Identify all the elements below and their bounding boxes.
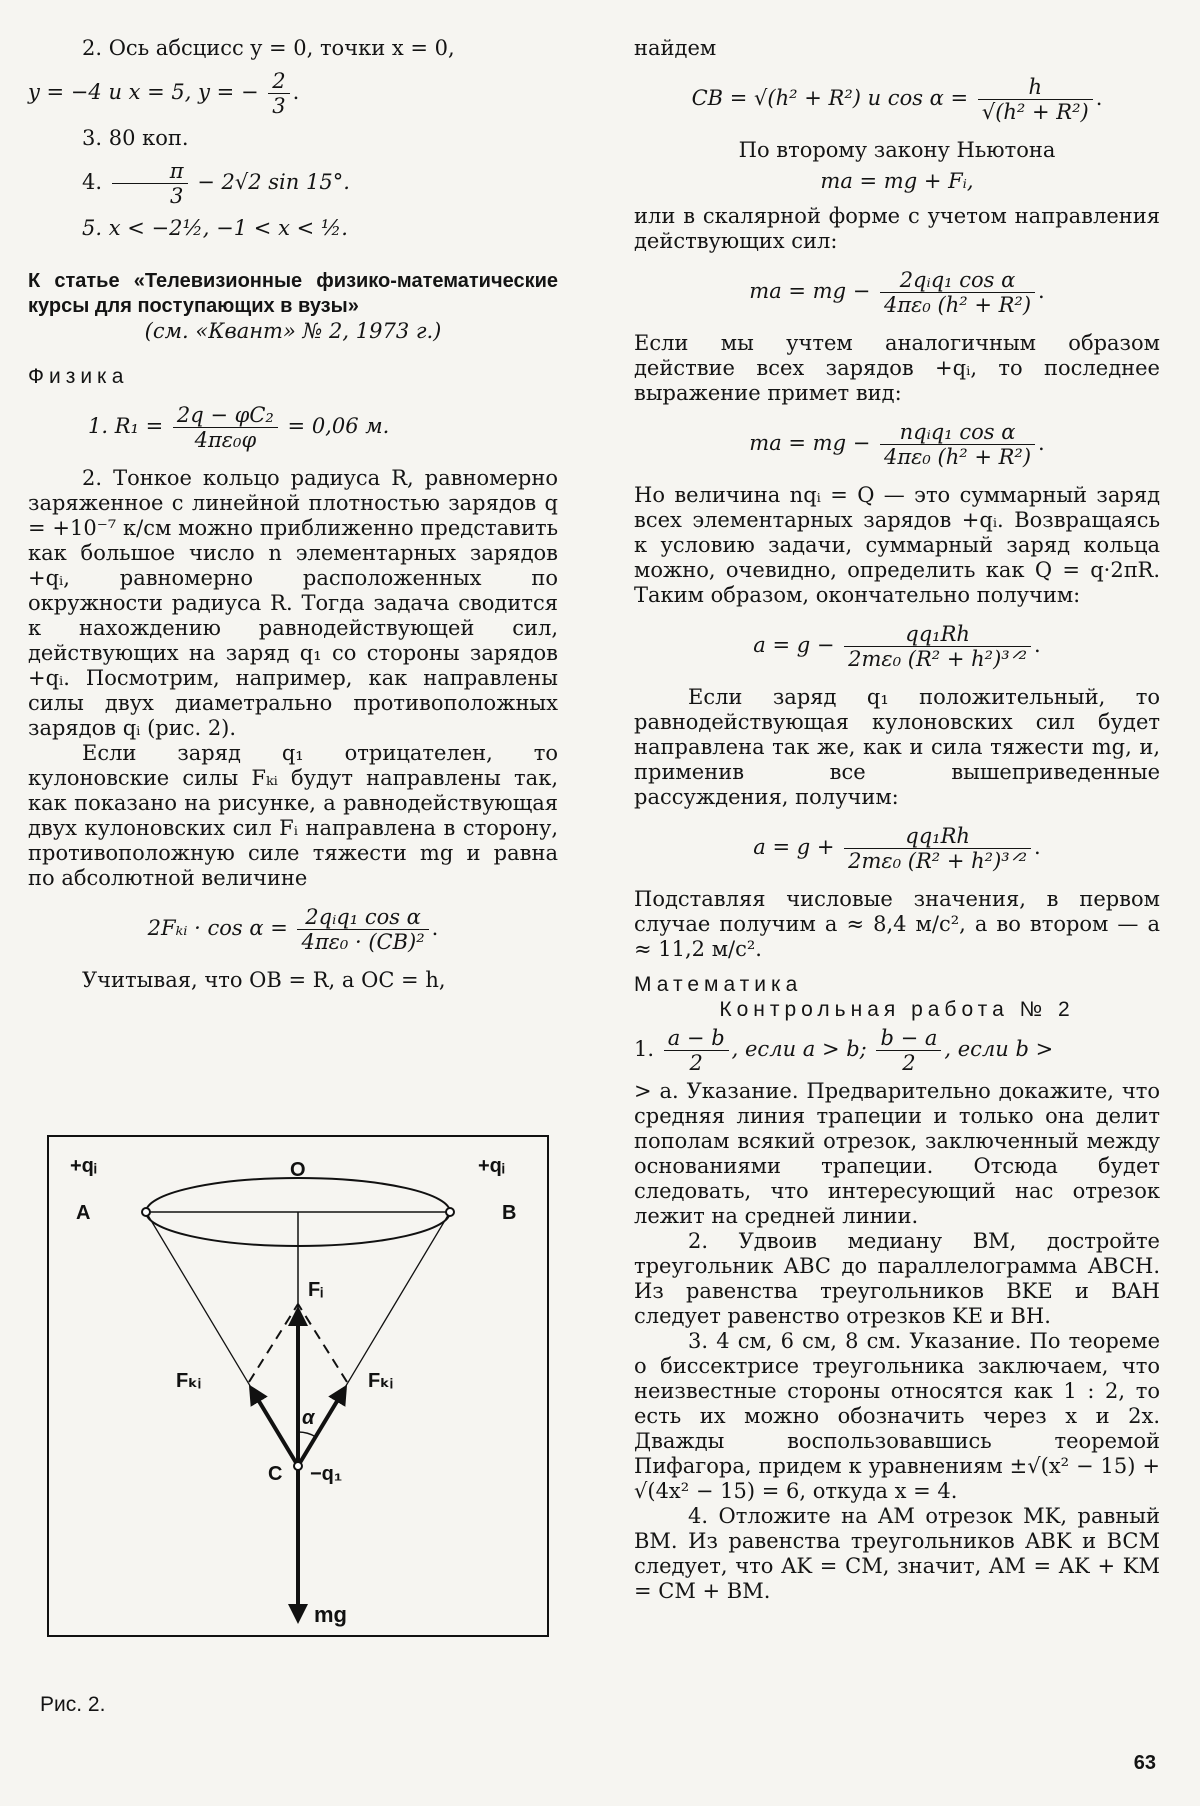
physics-answer-1-fraction: $\frac{\text{2q − φC₂}}{\text{4πε₀φ}}$ bbox=[173, 403, 278, 452]
math-answer-1-text: > a. Указание. Предварительно докажите, что средняя линия трапеции и только она делит пополам всякий отрезок, заключенный между основаниями трапеции. Отсюда будет следовать, что интересующий нас отрезок лежит на средней линии. bbox=[634, 1079, 1160, 1228]
angle-alpha-arc bbox=[298, 1432, 316, 1437]
equation-coulomb-resultant: 2Fₖᵢ · cos α = $\frac{\text{2qᵢq₁ cos α}}{\text{4πε₀ · (CB)²}}$ . bbox=[147, 905, 439, 954]
given-ob-oc: Учитывая, что OB = R, а OC = h, bbox=[82, 968, 446, 992]
total-charge-text: Но величина nqᵢ = Q — это суммарный заряд всех элементарных зарядов +qᵢ. Возвращаясь к условию задачи, суммарный заряд кольца можно, очевидно, определить как Q = q·2πR. Таким образом, окончательно получим: bbox=[634, 483, 1160, 607]
math-answer-1-fraction-a: $\frac{a - b}{2}$ bbox=[664, 1026, 729, 1075]
answer-2-expression: y = −4 и x = 5, y = − bbox=[28, 80, 259, 104]
dashed-left bbox=[249, 1304, 298, 1382]
equation-scalar: ma = mg − $\frac{\text{2qᵢq₁ cos α}}{\text{4πε₀ (h² + R²)}}$ . bbox=[749, 268, 1045, 317]
math-answer-3-text: 3. 4 см, 6 см, 8 см. Указание. По теореме о биссектрисе треугольника заключаем, что неизвестные стороны относятся как 1 : 2, то есть их можно обозначить через x и 2x. Дважды воспользовавшись теоремой Пифагора, придем к уравнениям ±√(x² − 15) + √(4x² − 15) = 6, откуда x = 4. bbox=[634, 1329, 1160, 1503]
page-number: 63 bbox=[1133, 1752, 1156, 1774]
left-column bbox=[28, 36, 558, 993]
arrow-fki-left bbox=[251, 1388, 298, 1466]
equation-negative-fraction: $\frac{\text{qq₁Rh}}{\text{2mε₀ (R² + h²)³ᐟ²}}$ bbox=[844, 622, 1031, 671]
equation-cos-fraction: $\frac{h}{\text{√(h² + R²)}}$ bbox=[978, 75, 1093, 124]
figure-caption: Рис. 2. bbox=[40, 1693, 106, 1716]
label-fki-right: Fₖᵢ bbox=[368, 1370, 393, 1392]
label-c: C bbox=[268, 1463, 283, 1485]
physics-label: Физика bbox=[28, 365, 129, 388]
equation-scalar-fraction: $\frac{\text{2qᵢq₁ cos α}}{\text{4πε₀ (h² + R²)}}$ bbox=[880, 268, 1035, 317]
label-alpha: α bbox=[302, 1407, 315, 1429]
point-c bbox=[294, 1462, 302, 1470]
label-qi-right: +qᵢ bbox=[478, 1155, 505, 1177]
figure-ring-forces bbox=[46, 1134, 550, 1638]
label-fi: Fᵢ bbox=[308, 1279, 324, 1301]
find-word: найдем bbox=[634, 36, 717, 60]
section-heading-reference: (см. «Квант» № 2, 1973 г.) bbox=[144, 319, 442, 343]
charge-b bbox=[446, 1208, 454, 1216]
equation-negative-result: a = g − $\frac{\text{qq₁Rh}}{\text{2mε₀ (R² + h²)³ᐟ²}}$ . bbox=[753, 622, 1041, 671]
charge-a bbox=[142, 1208, 150, 1216]
answer-2-fraction: $\frac{2}{3}$ bbox=[268, 69, 289, 118]
label-qi-left: +qᵢ bbox=[70, 1155, 97, 1177]
equation-all-charges-fraction: $\frac{\text{nqᵢq₁ cos α}}{\text{4πε₀ (h² + R²)}}$ bbox=[880, 420, 1035, 469]
physics-answer-2-continued: Если заряд q₁ отрицателен, то кулоновские силы Fₖᵢ будут направлены так, как показано на рисунке, а равнодействующая двух кулоновских сил Fᵢ направлена в сторону, противоположную силе тяжести mg и равна по абсолютной величине bbox=[28, 741, 558, 890]
right-column bbox=[634, 36, 1160, 1604]
equation-coulomb-fraction: $\frac{\text{2qᵢq₁ cos α}}{\text{4πε₀ · (CB)²}}$ bbox=[297, 905, 428, 954]
all-charges-text: Если мы учтем аналогичным образом действие всех зарядов +qᵢ, то последнее выражение примет вид: bbox=[634, 331, 1160, 405]
answer-2-line-2: y = −4 и x = 5, y = − $\frac{2}{3}$ . bbox=[28, 69, 300, 118]
label-mg: mg bbox=[314, 1602, 347, 1627]
math-answer-1-formula: 1. $\frac{a - b}{2}$ , если a > b; $\frac{b - a}{2}$ , если b > bbox=[634, 1026, 1054, 1075]
numeric-values-text: Подставляя числовые значения, в первом случае получим a ≈ 8,4 м/с², а во втором — a ≈ 11,2 м/с². bbox=[634, 887, 1160, 961]
equation-positive-result: a = g + $\frac{\text{qq₁Rh}}{\text{2mε₀ (R² + h²)³ᐟ²}}$ . bbox=[753, 824, 1041, 873]
answer-4-fraction: $\frac{\pi}{3}$ bbox=[112, 159, 188, 208]
physics-answer-1: 1. R₁ = $\frac{\text{2q − φC₂}}{\text{4πε₀φ}}$ = 0,06 м. bbox=[88, 403, 390, 452]
answer-3: 3. 80 коп. bbox=[82, 126, 189, 150]
answer-4: 4. $\frac{\pi}{3}$ − 2√2 sin 15°. bbox=[82, 159, 350, 208]
math-answer-4-text: 4. Отложите на AM отрезок MK, равный BM. Из равенства треугольников ABK и BCM следует, что AK = CM, значит, AM = AK + KM = CM + BM. bbox=[634, 1504, 1160, 1603]
math-answer-1-fraction-b: $\frac{b - a}{2}$ bbox=[876, 1026, 941, 1075]
positive-charge-text: Если заряд q₁ положительный, то равнодействующая кулоновских сил будет направлена так же, как и сила тяжести mg, и, применив все вышеприведенные рассуждения, получим: bbox=[634, 685, 1160, 809]
label-fki-left: Fₖᵢ bbox=[176, 1370, 201, 1392]
newton-intro: По второму закону Ньютона bbox=[738, 138, 1056, 162]
dashed-right bbox=[298, 1304, 347, 1382]
section-heading: К статье «Телевизионные физико-математические курсы для поступающих в вузы» bbox=[28, 270, 558, 317]
label-a: A bbox=[76, 1202, 91, 1224]
test-label: Контрольная работа № 2 bbox=[719, 998, 1075, 1021]
scalar-form-text: или в скалярной форме с учетом направления действующих сил: bbox=[634, 204, 1160, 253]
label-q1: −q₁ bbox=[310, 1463, 343, 1485]
label-o: O bbox=[290, 1159, 306, 1181]
physics-answer-2-text: 2. Тонкое кольцо радиуса R, равномерно заряженное с линейной плотностью зарядов q = +10⁻⁷ к/см можно приближенно представить как большое число n элементарных зарядов +qᵢ, равномерно расположенных по окружности радиуса R. Тогда задача сводится к нахождению равнодействующей сил, действующих на заряд q₁ со стороны зарядов +qᵢ. Посмотрим, например, как направлены силы двух диаметрально противоположных зарядов qᵢ (рис. 2). bbox=[28, 466, 558, 740]
equation-cb-cos: CB = √(h² + R²) и cos α = $\frac{h}{\text{√(h² + R²)}}$ . bbox=[691, 75, 1103, 124]
answer-2-line-1: 2. Ось абсцисс y = 0, точки x = 0, bbox=[82, 36, 455, 60]
equation-positive-fraction: $\frac{\text{qq₁Rh}}{\text{2mε₀ (R² + h²)³ᐟ²}}$ bbox=[844, 824, 1031, 873]
newton-equation: ma = mg + Fᵢ, bbox=[820, 169, 974, 193]
equation-all-charges: ma = mg − $\frac{\text{nqᵢq₁ cos α}}{\text{4πε₀ (h² + R²)}}$ . bbox=[749, 420, 1045, 469]
answer-5: 5. x < −2½, −1 < x < ½. bbox=[82, 216, 348, 240]
math-answer-2-text: 2. Удвоив медиану BM, достройте треугольник ABC до параллелограмма ABCH. Из равенства треугольников BKE и BAH следует равенство отрезков KE и BH. bbox=[634, 1229, 1160, 1328]
label-b: B bbox=[502, 1202, 517, 1224]
math-label: Математика bbox=[634, 973, 803, 996]
